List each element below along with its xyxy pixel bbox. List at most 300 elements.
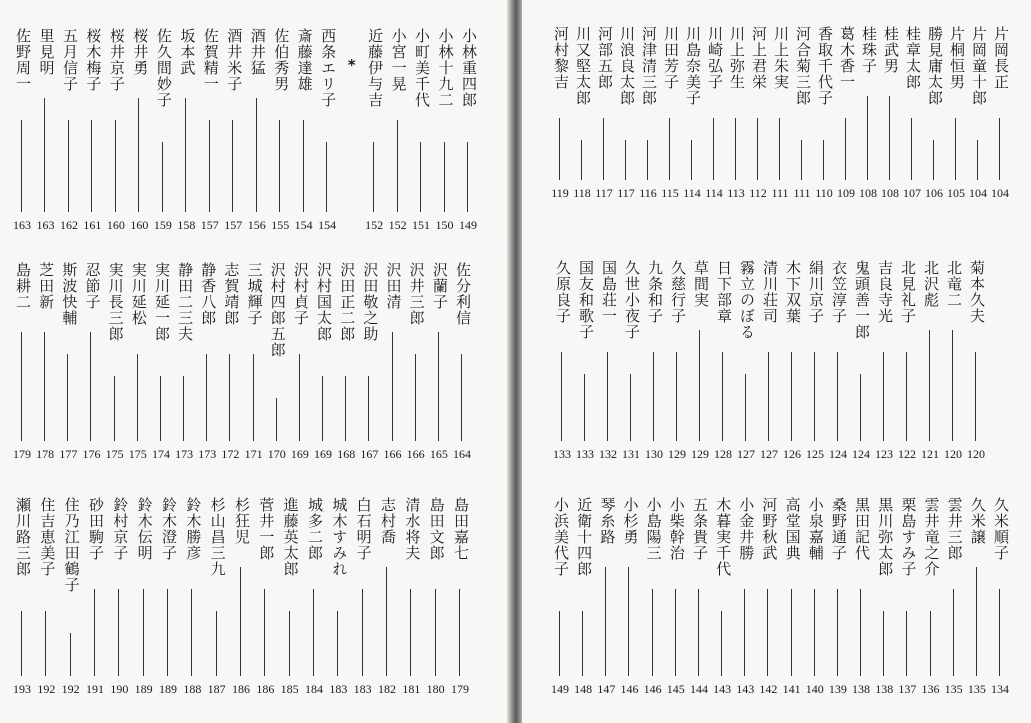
entry-page-number: 159	[153, 218, 172, 232]
leader-rule	[410, 589, 411, 676]
entry-page-number: 178	[36, 447, 55, 461]
leader-rule	[999, 118, 1000, 180]
leader-rule	[229, 354, 230, 441]
index-entry	[803, 240, 827, 475]
index-entry	[849, 475, 873, 715]
entry-page-number: 105	[947, 186, 965, 200]
entry-page-number: 129	[668, 447, 686, 461]
entry-name: 三城輝子	[245, 262, 264, 326]
entry-page-number: 166	[406, 447, 425, 461]
index-entry	[780, 240, 804, 475]
index-entry	[83, 475, 107, 715]
index-entry	[127, 0, 151, 240]
entry-name: 静田二三夫	[176, 262, 195, 342]
entry-name: 佐野周一	[14, 28, 32, 92]
entry-page-number: 164	[453, 447, 471, 461]
entry-page-number: 114	[683, 186, 701, 200]
entry-page-number: 112	[749, 186, 767, 200]
index-entry	[456, 0, 480, 240]
entry-page-number: 174	[151, 447, 170, 461]
entry-page-number: 179	[451, 682, 469, 696]
entry-name: 五月信子	[60, 28, 79, 92]
entry-name: 西条エリ子	[319, 28, 338, 108]
entry-page-number: 120	[967, 447, 985, 461]
leader-rule	[676, 352, 677, 441]
index-entry	[409, 0, 433, 240]
index-entry	[872, 475, 896, 715]
index-entry	[895, 240, 919, 475]
entry-page-number: 154	[294, 218, 313, 232]
leader-rule	[630, 374, 631, 441]
index-entry	[900, 0, 924, 240]
entry-name: 鬼頭善一郎	[853, 260, 871, 340]
entry-name: 河合菊三郎	[794, 26, 812, 106]
entry-page-number: 190	[110, 682, 129, 696]
leader-rule	[767, 589, 768, 676]
entry-page-number: 170	[267, 447, 286, 461]
leader-rule	[883, 611, 884, 676]
index-entry	[919, 475, 943, 715]
index-entry	[944, 0, 968, 240]
left-band-bottom	[0, 475, 512, 715]
leader-rule	[837, 589, 838, 676]
entry-name: 斯波快輔	[60, 262, 79, 326]
leader-rule	[44, 332, 45, 441]
entry-name: 川上弥生	[728, 26, 746, 90]
entry-name: 栗島すみ子	[899, 497, 918, 577]
entry-name: 小林十九二	[436, 28, 455, 108]
leader-rule	[337, 611, 338, 676]
index-entry	[268, 0, 292, 240]
entry-page-number: 177	[59, 447, 78, 461]
entry-name: 沢村四郎五郎	[268, 262, 287, 358]
leader-rule	[628, 567, 629, 676]
index-entry	[288, 240, 312, 475]
leader-rule	[883, 352, 884, 441]
leader-rule	[70, 633, 71, 676]
index-entry	[548, 0, 572, 240]
entry-name: 鈴木勝彦	[184, 497, 203, 561]
index-entry	[172, 240, 196, 475]
index-entry	[433, 0, 457, 240]
index-entry	[941, 240, 965, 475]
entry-name: 忍節子	[83, 262, 102, 310]
leader-rule	[699, 330, 700, 441]
index-entry	[988, 0, 1012, 240]
index-entry	[594, 475, 618, 715]
entry-name: 沢田敬之助	[361, 262, 380, 342]
leader-rule	[420, 142, 421, 212]
leader-rule	[860, 374, 861, 441]
leader-rule	[584, 374, 585, 441]
entry-name: 黒田記代	[853, 497, 872, 561]
index-entry	[687, 475, 711, 715]
leader-rule	[722, 352, 723, 441]
index-entry	[734, 240, 758, 475]
entry-page-number: 122	[898, 447, 916, 461]
leader-rule	[581, 140, 582, 180]
index-entry	[10, 475, 34, 715]
leader-rule	[911, 118, 912, 180]
entry-name: 小林重四郎	[460, 28, 478, 108]
entry-page-number: 185	[280, 682, 299, 696]
index-entry	[56, 240, 80, 475]
entry-name: 住乃江田鶴子	[62, 497, 81, 593]
entry-page-number: 115	[661, 186, 679, 200]
entry-page-number: 182	[378, 682, 396, 696]
entry-name: 城木すみれ	[330, 497, 349, 577]
entry-name: 沢田清	[384, 262, 403, 310]
entry-page-number: 162	[59, 218, 78, 232]
entry-page-number: 131	[622, 447, 640, 461]
index-entry	[381, 240, 405, 475]
entry-page-number: 135	[967, 682, 986, 696]
entry-name: 片岡長正	[992, 26, 1010, 90]
index-entry	[812, 0, 836, 240]
entry-name: 小金井勝	[737, 497, 756, 561]
leader-rule	[845, 118, 846, 180]
index-entry	[34, 475, 58, 715]
entry-name: 小泉嘉輔	[806, 497, 825, 561]
index-entry	[195, 240, 219, 475]
entry-page-number: 167	[360, 447, 379, 461]
entry-page-number: 169	[314, 447, 333, 461]
leader-rule	[791, 589, 792, 676]
entry-name: 沢村貞子	[291, 262, 310, 326]
left-band-top	[0, 0, 512, 240]
entry-page-number: 124	[829, 447, 847, 461]
entry-name: 杉狂児	[233, 497, 251, 545]
entry-page-number: 183	[353, 682, 372, 696]
index-entry	[302, 475, 326, 715]
entry-page-number: 186	[256, 682, 275, 696]
entry-name: 実川長三郎	[106, 262, 125, 342]
leader-rule	[326, 142, 327, 212]
entry-name: 木下双葉	[784, 260, 802, 324]
entry-page-number: 149	[551, 682, 569, 696]
leader-rule	[757, 118, 758, 180]
entry-name: 杉山昌三九	[208, 497, 227, 577]
entry-page-number: 186	[232, 682, 250, 696]
leader-rule	[438, 332, 439, 441]
entry-page-number: 149	[459, 218, 477, 232]
leader-rule	[444, 142, 445, 212]
entry-name: 酒井米子	[225, 28, 244, 92]
leader-rule	[561, 352, 562, 441]
entry-page-number: 116	[639, 186, 657, 200]
leader-rule	[999, 589, 1000, 676]
entry-page-number: 166	[383, 447, 402, 461]
index-entry	[448, 475, 472, 715]
entry-page-number: 111	[793, 186, 811, 200]
entry-name: 久米譲	[968, 497, 987, 545]
leader-rule	[209, 120, 210, 212]
index-entry	[826, 240, 850, 475]
leader-rule	[299, 354, 300, 441]
entry-name: 桜木梅子	[84, 28, 103, 92]
entry-page-number: 189	[159, 682, 177, 696]
index-entry	[229, 475, 253, 715]
index-entry	[362, 0, 386, 240]
right-page	[522, 0, 1031, 723]
leader-rule	[467, 142, 468, 212]
index-entry	[242, 240, 266, 475]
entry-page-number: 113	[727, 186, 745, 200]
index-entry	[59, 475, 83, 715]
entry-name: 葛木香一	[838, 26, 856, 90]
leader-rule	[90, 332, 91, 441]
left-page	[0, 0, 512, 723]
entry-name: 河上君栄	[750, 26, 768, 90]
entry-page-number: 163	[36, 218, 55, 232]
index-entry	[375, 475, 399, 715]
leader-rule	[143, 589, 144, 676]
index-entry	[665, 240, 689, 475]
entry-page-number: 189	[134, 682, 153, 696]
entry-page-number: 151	[412, 218, 431, 232]
entry-page-number: 134	[991, 682, 1009, 696]
entry-name: 清川荘司	[761, 260, 779, 324]
leader-rule	[118, 589, 119, 676]
entry-page-number: 135	[944, 682, 963, 696]
entry-page-number: 136	[921, 682, 940, 696]
entry-page-number: 157	[224, 218, 243, 232]
leader-rule	[814, 352, 815, 441]
entry-page-number: 143	[713, 682, 732, 696]
entry-name: 川上朱実	[772, 26, 790, 90]
leader-rule	[137, 354, 138, 441]
leader-rule	[975, 352, 976, 441]
leader-rule	[392, 332, 393, 441]
leader-rule	[279, 120, 280, 212]
entry-name: 川崎弘子	[706, 26, 724, 90]
leader-rule	[713, 118, 714, 180]
entry-page-number: 106	[925, 186, 943, 200]
entry-name: 白石明子	[354, 497, 373, 561]
entry-page-number: 108	[859, 186, 877, 200]
index-entry	[942, 475, 966, 715]
leader-rule	[906, 352, 907, 441]
entry-page-number: 127	[737, 447, 755, 461]
index-entry	[424, 475, 448, 715]
leader-rule	[240, 567, 241, 676]
entry-page-number: 155	[271, 218, 290, 232]
entry-page-number: 128	[714, 447, 732, 461]
index-entry	[174, 0, 198, 240]
index-entry	[965, 475, 989, 715]
entry-name: 沢蘭子	[430, 262, 449, 310]
leader-rule	[837, 352, 838, 441]
index-entry	[641, 475, 665, 715]
entry-page-number: 165	[429, 447, 448, 461]
index-entry	[895, 475, 919, 715]
entry-name: 小島陽三	[644, 497, 663, 561]
entry-page-number: 143	[736, 682, 755, 696]
entry-page-number: 193	[13, 682, 31, 696]
entry-name: 九条和子	[646, 260, 664, 324]
entry-page-number: 117	[595, 186, 613, 200]
leader-rule	[160, 376, 161, 441]
entry-page-number: 132	[599, 447, 617, 461]
index-entry	[733, 475, 757, 715]
leader-rule	[216, 611, 217, 676]
entry-name: 坂本武	[178, 28, 197, 76]
index-entry	[966, 0, 990, 240]
entry-page-number: 173	[198, 447, 217, 461]
entry-name: 吉良寺光	[876, 260, 894, 324]
entry-name: 五条貴子	[690, 497, 709, 561]
entry-page-number: 140	[805, 682, 824, 696]
entry-page-number: 181	[402, 682, 421, 696]
entry-name: 香取千代子	[816, 26, 834, 106]
index-entry	[57, 0, 81, 240]
entry-page-number: 175	[105, 447, 124, 461]
entry-page-number: 179	[13, 447, 31, 461]
entry-page-number: 172	[221, 447, 240, 461]
index-entry	[205, 475, 229, 715]
leader-rule	[745, 374, 746, 441]
entry-name: 佐分利信	[454, 262, 472, 326]
index-entry	[680, 0, 704, 240]
leader-rule	[415, 354, 416, 441]
entry-name: 日下部章	[715, 260, 733, 324]
index-entry	[548, 475, 572, 715]
entry-name: 木暮実千代	[714, 497, 733, 577]
entry-name: 里見明	[37, 28, 56, 76]
index-entry	[427, 240, 451, 475]
entry-name: 桑野通子	[829, 497, 848, 561]
index-entry	[826, 475, 850, 715]
index-entry	[151, 0, 175, 240]
index-entry	[918, 240, 942, 475]
entry-page-number: 127	[760, 447, 778, 461]
leader-rule	[435, 589, 436, 676]
entry-name: 片桐恒男	[948, 26, 966, 90]
leader-rule	[183, 376, 184, 441]
index-entry	[724, 0, 748, 240]
entry-page-number: 184	[305, 682, 323, 696]
right-band-bottom	[522, 475, 1031, 715]
index-entry	[658, 0, 682, 240]
index-entry	[768, 0, 792, 240]
entry-name: 志村喬	[379, 497, 397, 545]
leader-rule	[256, 98, 257, 212]
entry-page-number: 117	[617, 186, 635, 200]
entry-page-number: 133	[553, 447, 571, 461]
index-entry	[10, 240, 34, 475]
index-entry	[126, 240, 150, 475]
entry-page-number: 180	[426, 682, 445, 696]
leader-rule	[823, 140, 824, 180]
entry-name: 島耕二	[14, 262, 32, 310]
entry-page-number: 156	[247, 218, 266, 232]
leader-rule	[459, 589, 460, 676]
index-entry	[790, 0, 814, 240]
entry-name: 川又堅太郎	[574, 26, 592, 106]
entry-name: 国島荘一	[600, 260, 618, 324]
leader-rule	[675, 589, 676, 676]
index-entry	[245, 0, 269, 240]
index-entry	[80, 0, 104, 240]
entry-page-number: 169	[290, 447, 309, 461]
entry-name: 沢村国太郎	[315, 262, 334, 342]
entry-page-number: 150	[435, 218, 454, 232]
entry-page-number: 163	[13, 218, 31, 232]
entry-name: 高堂国典	[783, 497, 802, 561]
entry-name: 佐伯秀男	[272, 28, 291, 92]
index-entry	[278, 475, 302, 715]
entry-name: 小宮一晃	[389, 28, 408, 92]
right-band-top	[522, 0, 1031, 240]
entry-name: 砂田駒子	[87, 497, 105, 561]
leader-rule	[768, 352, 769, 441]
entry-page-number: 123	[875, 447, 893, 461]
index-entry	[746, 0, 770, 240]
leader-rule	[368, 376, 369, 441]
leader-rule	[744, 589, 745, 676]
entry-page-number: 152	[365, 218, 384, 232]
leader-rule	[929, 330, 930, 441]
entry-page-number: 111	[771, 186, 789, 200]
entry-name: 島田嘉七	[452, 497, 470, 561]
entry-name: 実川延松	[129, 262, 148, 326]
index-entry	[326, 475, 350, 715]
entry-name: 河部五郎	[596, 26, 614, 90]
entry-name: 桂珠子	[860, 26, 878, 74]
entry-page-number: 183	[329, 682, 348, 696]
index-entry	[617, 475, 641, 715]
entry-name: 黒川弥太郎	[876, 497, 895, 577]
entry-page-number: 148	[574, 682, 593, 696]
leader-rule	[791, 352, 792, 441]
index-entry	[79, 240, 103, 475]
index-entry	[803, 475, 827, 715]
leader-rule	[955, 118, 956, 180]
leader-rule	[582, 611, 583, 676]
leader-rule	[21, 611, 22, 676]
leader-rule	[322, 376, 323, 441]
entry-page-number: 125	[806, 447, 824, 461]
entry-page-number: 161	[83, 218, 102, 232]
index-entry	[688, 240, 712, 475]
leader-rule	[860, 589, 861, 676]
entry-page-number: 171	[244, 447, 263, 461]
entry-name: 城多二郎	[306, 497, 324, 561]
leader-rule	[605, 567, 606, 676]
leader-rule	[953, 589, 954, 676]
leader-rule	[44, 98, 45, 212]
index-entry	[399, 475, 423, 715]
index-entry	[33, 240, 57, 475]
entry-name: 佐賀精一	[201, 28, 220, 92]
leader-rule	[68, 120, 69, 212]
leader-rule	[461, 354, 462, 441]
index-entry	[614, 0, 638, 240]
index-entry	[386, 0, 410, 240]
index-entry	[315, 0, 339, 240]
index-entry	[988, 475, 1012, 715]
entry-name: 鈴村京子	[111, 497, 130, 561]
index-entry	[357, 240, 381, 475]
entry-name: 久世小夜子	[623, 260, 641, 340]
leader-rule	[94, 589, 95, 676]
entry-name: 静香八郎	[199, 262, 218, 326]
index-entry	[33, 0, 57, 240]
index-entry	[711, 240, 735, 475]
index-entry	[103, 240, 127, 475]
entry-name: 桜井京子	[107, 28, 126, 92]
index-entry	[351, 475, 375, 715]
